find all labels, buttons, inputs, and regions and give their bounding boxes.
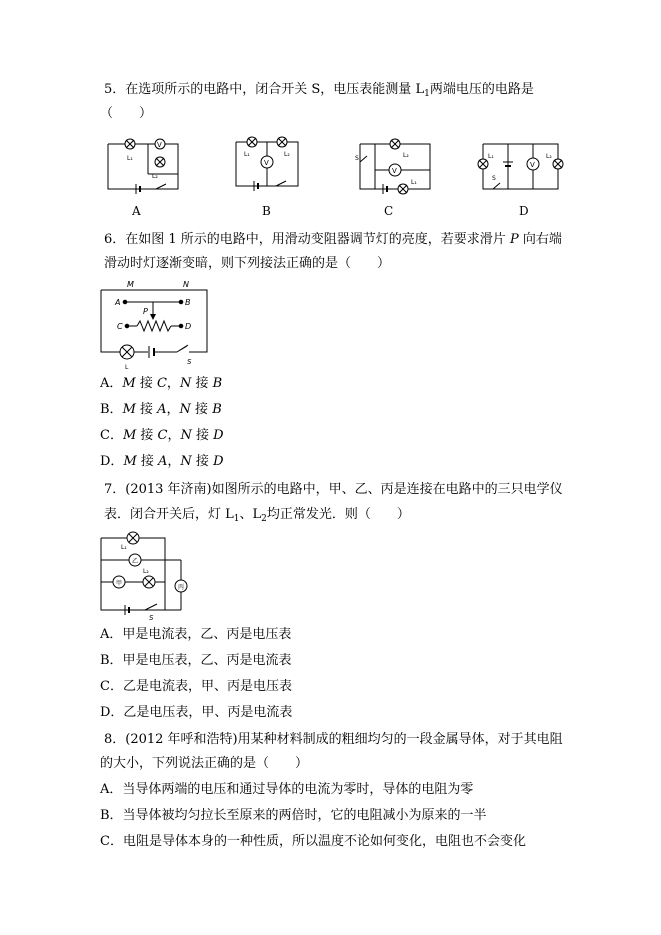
q5-circuit-c: [355, 134, 435, 196]
svg-text:L₂: L₂: [143, 568, 149, 575]
svg-text:L₁: L₁: [127, 155, 133, 162]
q7-stem-line2: 表．闭合开关后，灯 $L_1$、$L_2$均正常发光．则（ ）: [104, 507, 410, 524]
svg-text:V: V: [530, 161, 535, 169]
q6-option-d[interactable]: D．M 接 A，N 接 D: [100, 454, 224, 469]
svg-text:甲: 甲: [116, 580, 123, 587]
q6-option-b[interactable]: B．M 接 A，N 接 B: [100, 402, 222, 417]
q5-caption-d: D: [519, 204, 529, 218]
svg-text:N: N: [183, 280, 189, 289]
svg-text:乙: 乙: [132, 558, 139, 565]
svg-text:L₂: L₂: [546, 153, 552, 160]
svg-text:C: C: [117, 322, 123, 331]
q7-option-a[interactable]: A．甲是电流表，乙、丙是电压表: [100, 627, 292, 642]
q8-option-c[interactable]: C．电阻是导体本身的一种性质，所以温度不论如何变化，电阻也不会变化: [100, 834, 526, 849]
svg-text:S: S: [492, 175, 496, 182]
q5-answer-paren: （ ）: [100, 106, 153, 121]
q5-caption-b: B: [262, 204, 271, 218]
q5-caption-a: A: [132, 204, 141, 218]
svg-text:V: V: [157, 141, 162, 149]
q6-circuit-figure: [97, 278, 215, 370]
svg-text:L₁: L₁: [488, 153, 494, 160]
q6-option-a[interactable]: A．M 接 C，N 接 B: [100, 376, 223, 391]
q7-option-d[interactable]: D．乙是电压表，甲、丙是电流表: [100, 705, 293, 720]
q8-option-a[interactable]: A．当导体两端的电压和通过导体的电流为零时，导体的电阻为零: [100, 782, 474, 797]
q8-option-b[interactable]: B．当导体被均匀拉长至原来的两倍时，它的电阻减小为原来的一半: [100, 808, 487, 823]
q6-stem-line2: 滑动时灯逐渐变暗，则下列接法正确的是（ ）: [104, 256, 391, 271]
q5-circuit-a: [108, 134, 188, 196]
q6-option-c[interactable]: C．M 接 C，N 接 D: [100, 428, 224, 443]
q7-option-b[interactable]: B．甲是电压表，乙、丙是电流表: [100, 653, 292, 668]
svg-text:L₂: L₂: [284, 151, 290, 158]
q5-stem: 5．在选项所示的电路中，闭合开关 S，电压表能测量 $L_1$两端电压的电路是: [104, 82, 534, 99]
svg-text:L₂: L₂: [403, 152, 409, 159]
q5-caption-c: C: [384, 204, 394, 218]
svg-text:B: B: [185, 298, 191, 307]
svg-text:M: M: [127, 280, 134, 289]
q7-option-c[interactable]: C．乙是电流表，甲、丙是电压表: [100, 679, 292, 694]
svg-text:S: S: [355, 155, 359, 162]
q5-circuit-d: [478, 134, 568, 196]
svg-text:L₁: L₁: [411, 179, 417, 186]
q8-stem-line1: 8．(2012 年呼和浩特)用某种材料制成的粗细均匀的一段金属导体，对于其电阻: [104, 732, 563, 747]
svg-text:S: S: [149, 614, 154, 622]
q5-circuit-b: [236, 134, 308, 194]
svg-text:V: V: [264, 159, 269, 167]
svg-text:A: A: [115, 298, 121, 307]
q6-stem-line1: 6．在如图 1 所示的电路中，用滑动变阻器调节灯的亮度，若要求滑片 P 向右端: [104, 232, 562, 247]
svg-text:L: L: [125, 364, 129, 371]
svg-text:L₁: L₁: [121, 544, 127, 551]
svg-text:丙: 丙: [178, 584, 185, 591]
svg-text:D: D: [185, 322, 192, 331]
svg-text:L₂: L₂: [152, 173, 158, 180]
svg-text:V: V: [392, 167, 397, 175]
q7-stem-line1: 7．(2013 年济南)如图所示的电路中，甲、乙、丙是连接在电路中的三只电学仪: [104, 482, 563, 497]
q7-circuit-figure: [97, 530, 192, 620]
svg-text:P: P: [143, 307, 148, 316]
svg-text:L₁: L₁: [244, 151, 250, 158]
q8-stem-line2: 的大小，下列说法正确的是（ ）: [100, 756, 309, 771]
svg-text:S: S: [187, 358, 192, 366]
